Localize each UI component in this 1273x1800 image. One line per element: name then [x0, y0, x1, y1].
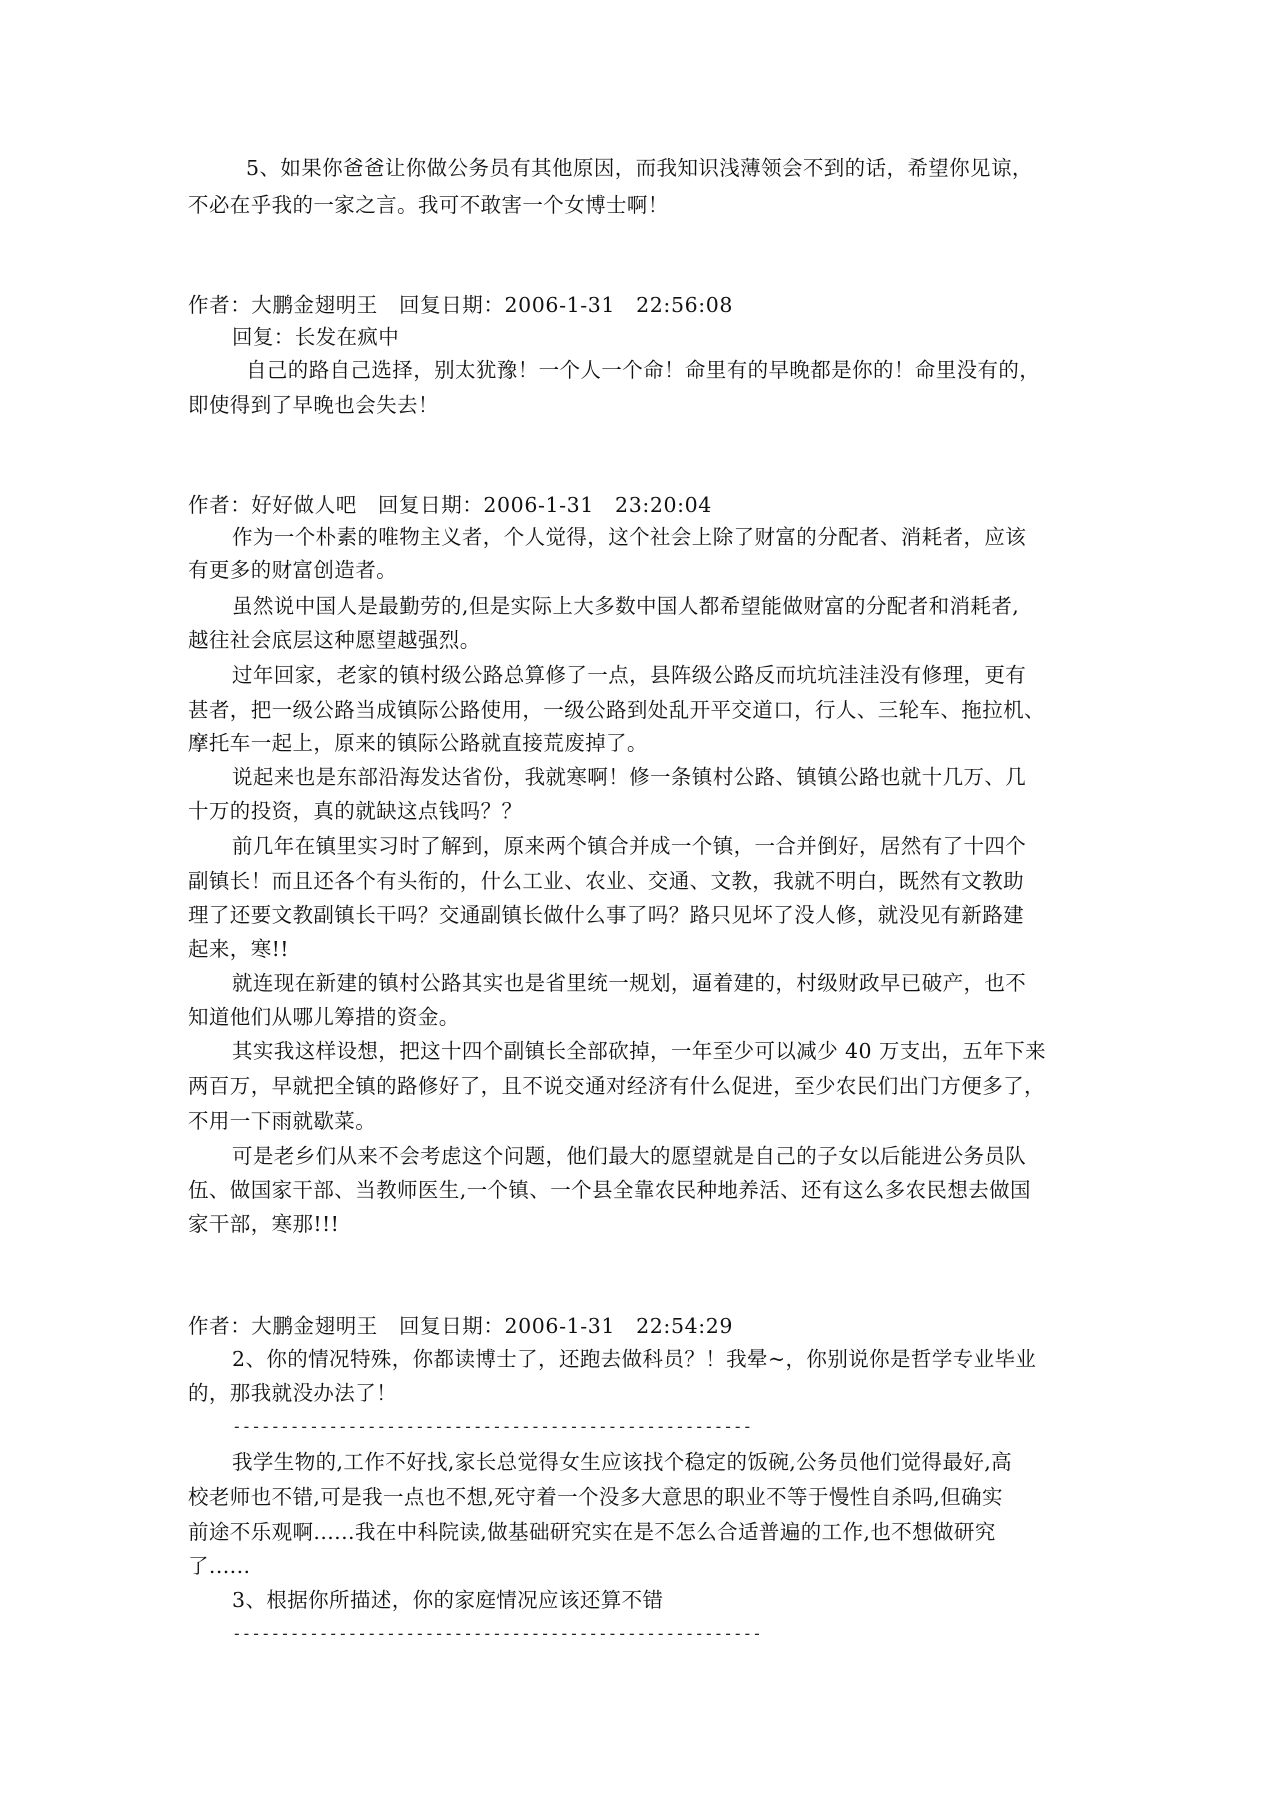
paragraph-line: 2、你的情况特殊，你都读博士了，还跑去做科员？！我晕~，你别说你是哲学专业毕业 — [232, 1347, 1037, 1371]
paragraph-line: 了...... — [188, 1554, 251, 1578]
paragraph-line: 过年回家，老家的镇村级公路总算修了一点，县阵级公路反而坑坑洼洼没有修理，更有 — [232, 663, 1027, 687]
post-header: 作者：大鹏金翅明王 回复日期：2006-1-31 22:54:29 — [188, 1314, 734, 1338]
paragraph-line: 我学生物的,工作不好找,家长总觉得女生应该找个稳定的饭碗,公务员他们觉得最好,高 — [232, 1450, 1013, 1474]
paragraph-line: 就连现在新建的镇村公路其实也是省里统一规划，逼着建的，村级财政早已破产，也不 — [232, 971, 1027, 995]
paragraph-line: 越往社会底层这种愿望越强烈。 — [188, 628, 481, 652]
paragraph-line: 有更多的财富创造者。 — [188, 558, 397, 582]
paragraph-line: 知道他们从哪儿筹措的资金。 — [188, 1005, 460, 1029]
paragraph-line: 虽然说中国人是最勤劳的,但是实际上大多数中国人都希望能做财富的分配者和消耗者, — [232, 594, 1020, 618]
paragraph-line: 前几年在镇里实习时了解到，原来两个镇合并成一个镇，一合并倒好，居然有了十四个 — [232, 834, 1027, 858]
reply-to-line: 回复：长发在疯中 — [232, 325, 400, 349]
paragraph-line: 甚者，把一级公路当成镇际公路使用，一级公路到处乱开平交道口，行人、三轮车、拖拉机、 — [188, 698, 1045, 722]
paragraph-line: 副镇长！而且还各个有头衔的，什么工业、农业、交通、文教，我就不明白，既然有文教助 — [188, 869, 1024, 893]
paragraph-line: 说起来也是东部沿海发达省份，我就寒啊！修一条镇村公路、镇镇公路也就十几万、几 — [232, 765, 1027, 789]
paragraph-line: 自己的路自己选择，别太犹豫！一个人一个命！命里有的早晚都是你的！命里没有的， — [246, 358, 1041, 382]
paragraph-line: 可是老乡们从来不会考虑这个问题，他们最大的愿望就是自己的子女以后能进公务员队 — [232, 1144, 1027, 1168]
paragraph-line: 3、根据你所描述，你的家庭情况应该还算不错 — [232, 1588, 664, 1612]
paragraph-line: 起来，寒!! — [188, 937, 289, 961]
paragraph-line: 十万的投资，真的就缺这点钱吗？？ — [188, 799, 523, 823]
paragraph-line: 两百万，早就把全镇的路修好了，且不说交通对经济有什么促进，至少农民们出门方便多了， — [188, 1074, 1045, 1098]
paragraph-line: 不用一下雨就歇菜。 — [188, 1109, 377, 1133]
paragraph-line: 即使得到了早晚也会失去！ — [188, 393, 439, 417]
paragraph-line: 家干部，寒那!!! — [188, 1212, 340, 1236]
paragraph-line: 理了还要文教副镇长干吗？交通副镇长做什么事了吗？路只见坏了没人修，就没见有新路建 — [188, 903, 1024, 927]
paragraph-line: 校老师也不错,可是我一点也不想,死守着一个没多大意思的职业不等于慢性自杀吗,但确实 — [188, 1485, 1003, 1509]
post-header: 作者：大鹏金翅明王 回复日期：2006-1-31 22:56:08 — [188, 293, 734, 317]
separator-line: ------------------------------------------------------ — [232, 1417, 753, 1436]
paragraph-line: 前途不乐观啊......我在中科院读,做基础研究实在是不怎么合适普遍的工作,也不想做研究 — [188, 1520, 996, 1544]
post-header: 作者：好好做人吧 回复日期：2006-1-31 23:20:04 — [188, 493, 712, 517]
paragraph-line: 不必在乎我的一家之言。我可不敢害一个女博士啊！ — [188, 193, 669, 217]
paragraph-line: 作为一个朴素的唯物主义者，个人觉得，这个社会上除了财富的分配者、消耗者，应该 — [232, 525, 1027, 549]
separator-line: ------------------------------------------------------- — [232, 1624, 762, 1643]
paragraph-line: 其实我这样设想，把这十四个副镇长全部砍掉，一年至少可以减少 40 万支出，五年下来 — [232, 1039, 1047, 1063]
paragraph-line: 伍、做国家干部、当教师医生,一个镇、一个县全靠农民种地养活、还有这么多农民想去做国 — [188, 1178, 1031, 1202]
paragraph-line: 摩托车一起上，原来的镇际公路就直接荒废掉了。 — [188, 731, 648, 755]
paragraph-line: 的，那我就没办法了！ — [188, 1381, 397, 1405]
paragraph-line: 5、如果你爸爸让你做公务员有其他原因，而我知识浅薄领会不到的话，希望你见谅， — [246, 156, 1033, 180]
